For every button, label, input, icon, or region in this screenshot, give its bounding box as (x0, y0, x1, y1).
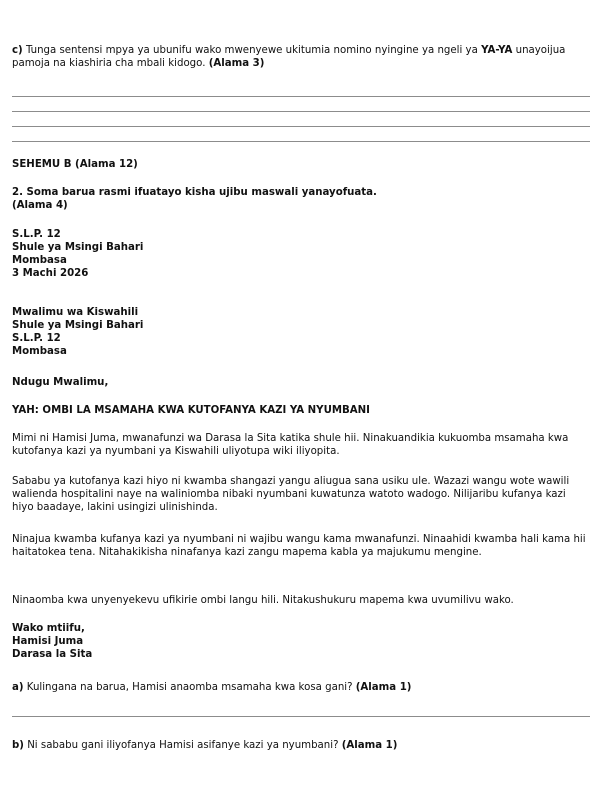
section-b-heading: SEHEMU B (Alama 12) (12, 159, 138, 170)
question-a (12, 681, 590, 694)
sender-address (12, 228, 590, 280)
letter-subject: YAH: OMBI LA MSAMAHA KWA KUTOFANYA KAZI YA NYUMBANI (12, 405, 370, 416)
recipient-address-line: Mombasa (12, 346, 67, 357)
answer-line-c-4 (12, 141, 590, 142)
letter-salutation: Ndugu Mwalimu, (12, 377, 109, 388)
letter-closing (12, 622, 590, 661)
closing-line: Wako mtiifu, (12, 623, 85, 634)
recipient-address-line: Mwalimu wa Kiswahili (12, 307, 139, 318)
sender-address-line: Shule ya Msingi Bahari (12, 242, 144, 253)
question-c-marks: (Alama 3) (208, 58, 265, 69)
closing-line: Darasa la Sita (12, 649, 93, 660)
answer-line-c-1 (12, 96, 590, 97)
question-a-label: a) (12, 682, 24, 693)
closing-signature: Hamisi Juma (12, 636, 84, 647)
question-c (12, 44, 590, 70)
question-b-label: b) (12, 740, 24, 751)
letter-paragraph: Ninajua kwamba kufanya kazi ya nyumbani ni wajibu wangu kama mwanafunzi. Ninaahidi kwamba hali kama hii haitatokea tena. Nitahakikisha ninafanya kazi zangu mapema kabla ya majukumu mengine. (12, 534, 586, 558)
instruction-marks: (Alama 4) (12, 200, 68, 211)
letter-paragraph: Sababu ya kutofanya kazi hiyo ni kwamba shangazi yangu aliugua sana usiku ule. Wazazi wangu wote wawili walienda hospitalini naye na waliniomba nibaki nyumbani kuwatunza watoto wadogo. Nilijaribu kufanya kazi hiyo baadaye, lakini usingizi ulinishinda. (12, 476, 570, 513)
answer-line-c-3 (12, 126, 590, 127)
answer-line-c-2 (12, 111, 590, 112)
letter-paragraph: Mimi ni Hamisi Juma, mwanafunzi wa Darasa la Sita katika shule hii. Ninakuandikia kukuomba msamaha kwa kutofanya kazi ya nyumbani ya Kiswahili uliyotupa wiki iliyopita. (12, 433, 569, 457)
question-c-ngeli: YA-YA (481, 45, 513, 56)
question-c-text-1: Tunga sentensi mpya ya ubunifu wako mwenyewe ukitumia nomino nyingine ya ngeli ya (22, 45, 482, 56)
instruction-text: 2. Soma barua rasmi ifuatayo kisha ujibu maswali yanayofuata. (12, 187, 377, 198)
recipient-address (12, 306, 590, 358)
letter-date: 3 Machi 2026 (12, 268, 89, 279)
question-b (12, 739, 590, 752)
question-b-text: Ni sababu gani iliyofanya Hamisi asifanye kazi ya nyumbani? (23, 740, 342, 751)
recipient-address-line: Shule ya Msingi Bahari (12, 320, 144, 331)
recipient-address-line: S.L.P. 12 (12, 333, 61, 344)
letter-paragraph: Ninaomba kwa unyenyekevu ufikirie ombi langu hili. Nitakushukuru mapema kwa uvumilivu wako. (12, 595, 514, 606)
answer-line-a (12, 716, 590, 717)
section-b-instruction (12, 186, 590, 212)
question-b-marks: (Alama 1) (341, 740, 398, 751)
question-a-text: Kulingana na barua, Hamisi anaomba msamaha kwa kosa gani? (23, 682, 356, 693)
question-c-text-2: unayoijua pamoja na kiashiria cha mbali kidogo. (12, 45, 566, 69)
question-c-label: c) (12, 45, 23, 56)
sender-address-line: Mombasa (12, 255, 67, 266)
sender-address-line: S.L.P. 12 (12, 229, 61, 240)
question-a-marks: (Alama 1) (355, 682, 412, 693)
